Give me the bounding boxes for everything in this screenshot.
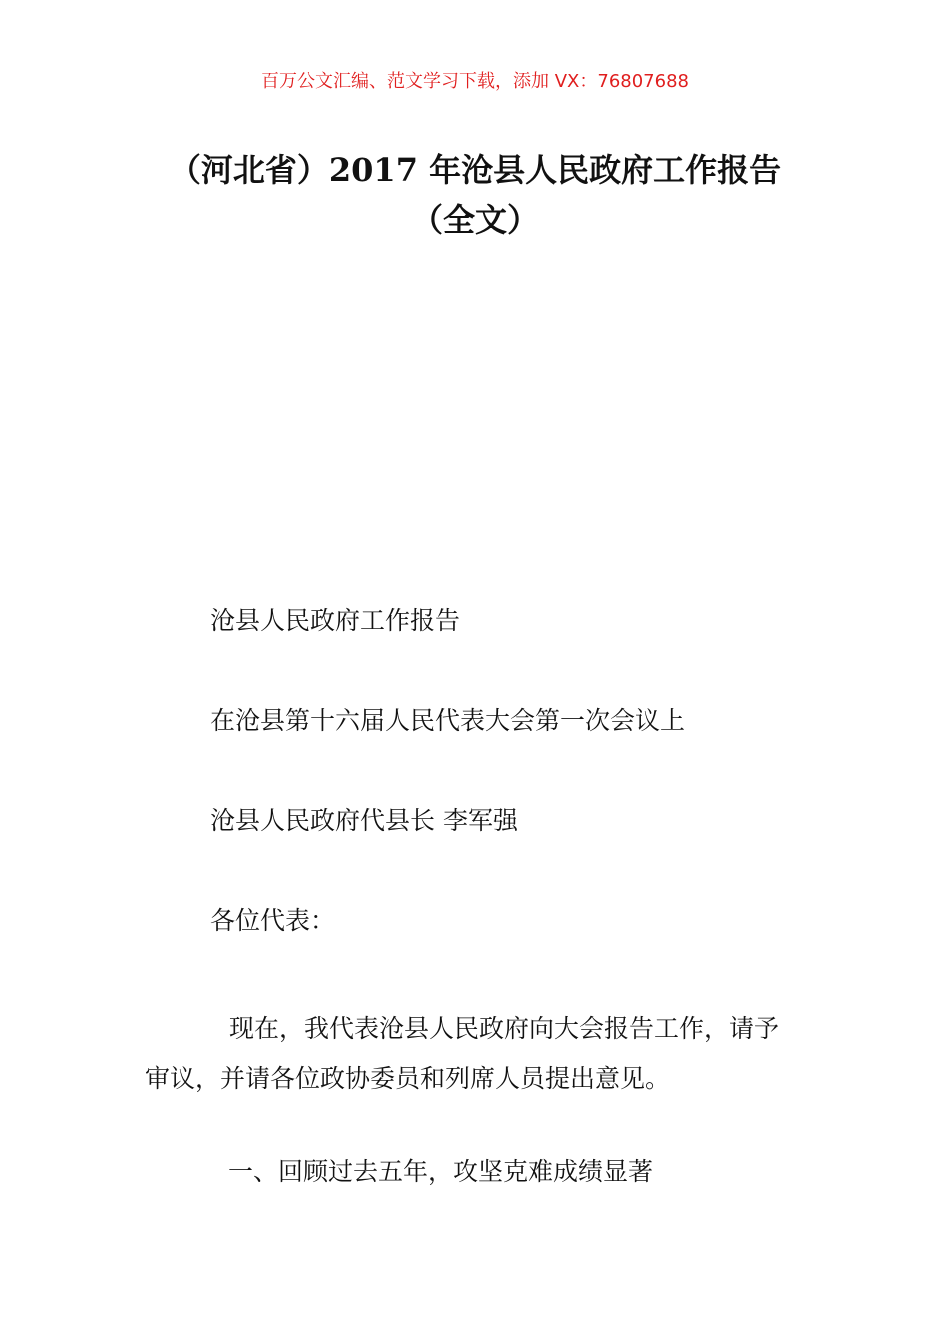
salutation: 各位代表： <box>210 906 336 935</box>
header-promo-note: 百万公文汇编、范文学习下载，添加 VX：76807688 <box>261 71 689 92</box>
report-speaker: 沧县人民政府代县长 李军强 <box>210 806 518 835</box>
document-title-line-2: （全文） <box>410 201 539 239</box>
intro-paragraph-line-2: 审议，并请各位政协委员和列席人员提出意见。 <box>145 1064 671 1093</box>
report-title: 沧县人民政府工作报告 <box>210 606 461 635</box>
intro-paragraph <box>145 1004 809 1104</box>
document-title-line-1: （河北省）2017 年沧县人民政府工作报告 <box>168 151 782 189</box>
section-1-heading: 一、回顾过去五年，攻坚克难成绩显著 <box>228 1157 654 1186</box>
report-occasion: 在沧县第十六届人民代表大会第一次会议上 <box>210 706 686 735</box>
intro-paragraph-line-1: 现在，我代表沧县人民政府向大会报告工作，请予 <box>229 1014 780 1043</box>
